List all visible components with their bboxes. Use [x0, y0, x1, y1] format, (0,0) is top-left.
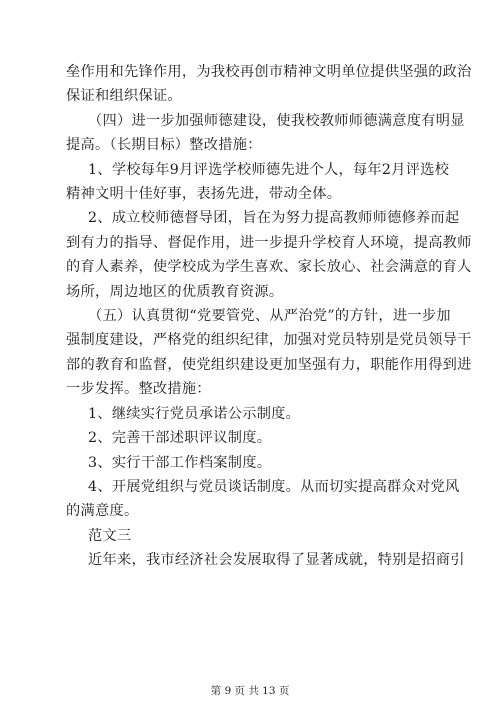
text-line: 2、完善干部述职评议制度。 [88, 430, 272, 447]
text-line: 部的教育和监督，使党组织建设更加坚强有力，职能作用得到进 [66, 356, 472, 373]
section-heading [66, 524, 438, 548]
text-line: 2、成立校师德督导团，旨在为努力提高教师师德修养而起 [88, 210, 460, 227]
paragraph-p2 [66, 109, 465, 158]
text-line: 垒作用和先锋作用，为我校再创市精神文明单位提供坚强的政治 [66, 64, 472, 80]
text-line: 到有力的指导、督促作用，进一步提升学校育人环境，提高教师 [66, 234, 472, 251]
text-line: 近年来，我市经济社会发展取得了显著成就，特别是招商引 [88, 552, 465, 569]
paragraph-p3 [66, 158, 450, 207]
text-line: 4、开展党组织与党员谈话制度。从而切实提高群众对党风 [88, 478, 460, 495]
text-line: 范文三 [88, 527, 132, 544]
text-line: 提高。（长期目标）整改措施： [66, 137, 262, 154]
paragraph-p9 [66, 475, 460, 524]
text-line: 场所，周边地区的优质教育资源。 [66, 283, 284, 300]
text-line: 精神文明十佳好事，表扬先进，带动全体。 [66, 186, 342, 203]
text-line: 1、继续实行党员承诺公示制度。 [88, 405, 301, 422]
text-line: （四）进一步加强师德建设，使我校教师师德满意度有明显 [88, 112, 465, 129]
paragraph-p7 [66, 426, 438, 450]
text-line: 的满意度。 [66, 503, 139, 520]
paragraph-p8 [66, 451, 438, 475]
text-line: 1、学校每年9月评选学校师德先进个人，每年2月评选校 [88, 161, 450, 178]
paragraph-p4 [66, 206, 472, 304]
paragraph-p1 [66, 60, 472, 109]
text-line: 强制度建设，严格党的组织纪律，加强对党员特别是党员领导干 [66, 332, 472, 349]
document-body [66, 60, 472, 573]
text-line: （五）认真贯彻“党要管党、从严治党”的方针，进一步加 [88, 308, 451, 325]
paragraph-p6 [66, 402, 438, 426]
text-line: 一步发挥。整改措施： [66, 381, 211, 398]
page-number-footer: 第 9 页 共 13 页 [210, 685, 290, 697]
text-line: 的育人素养，使学校成为学生喜欢、家长放心、社会满意的育人 [66, 259, 472, 276]
text-line: 3、实行干部工作档案制度。 [88, 454, 272, 471]
paragraph-p11 [66, 548, 465, 572]
paragraph-p5 [66, 304, 472, 402]
text-line: 保证和组织保证。 [66, 88, 182, 105]
